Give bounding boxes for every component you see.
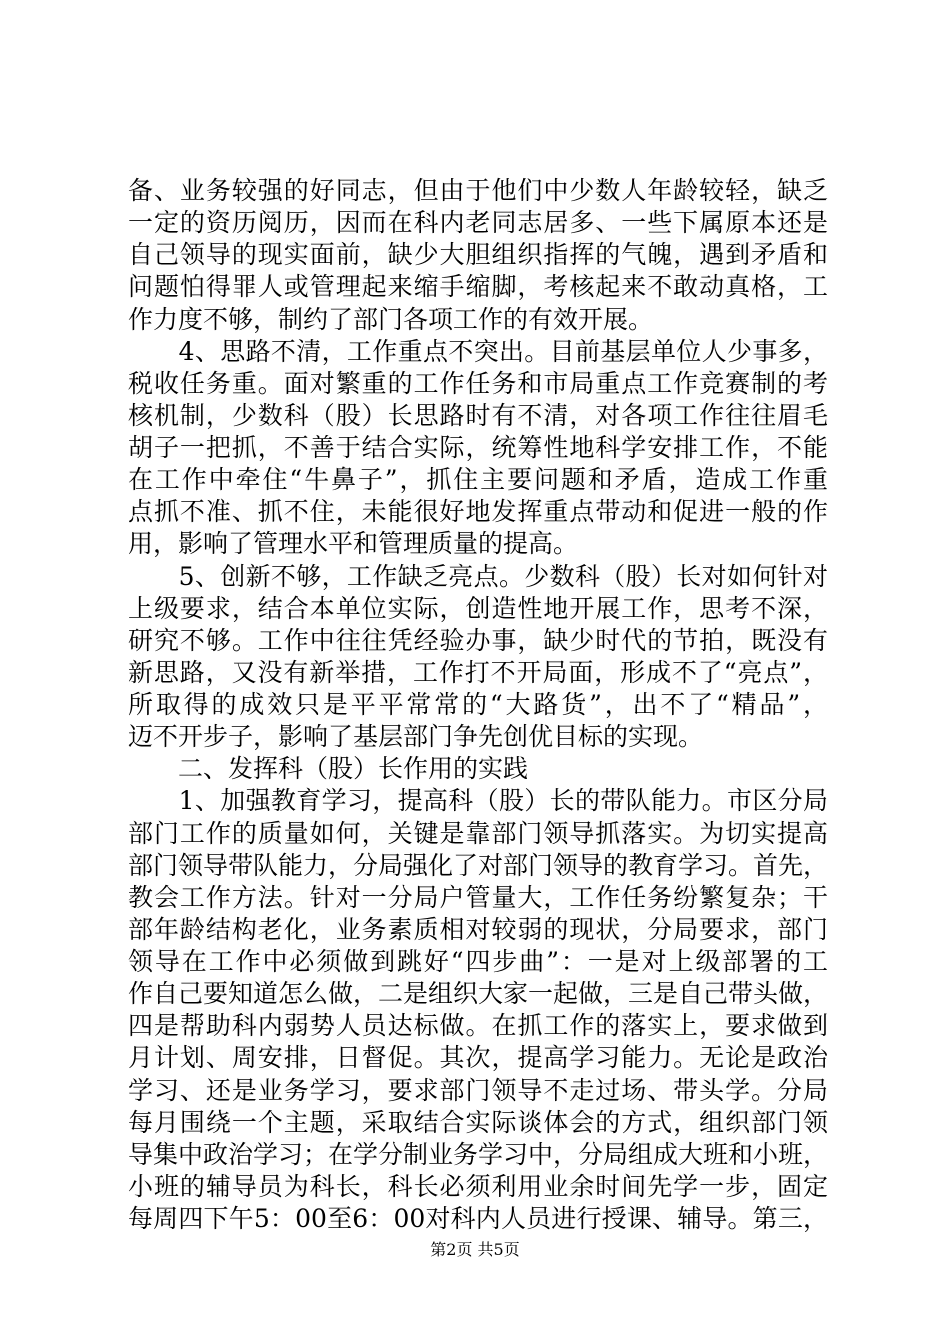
text-line: 自己领导的现实面前，缺少大胆组织指挥的气魄，遇到矛盾和 <box>128 240 828 269</box>
text-line: 胡子一把抓，不善于结合实际，统筹性地科学安排工作，不能 <box>128 433 828 462</box>
text-line: 教会工作方法。针对一分局户管量大，工作任务纷繁复杂；干 <box>128 883 828 912</box>
text-line: 1、加强教育学习，提高科（股）长的带队能力。市区分局 <box>128 786 828 815</box>
text-line: 一定的资历阅历，因而在科内老同志居多、一些下属原本还是 <box>128 208 828 237</box>
text-line: 作力度不够，制约了部门各项工作的有效开展。 <box>128 305 654 334</box>
text-line: 税收任务重。面对繁重的工作任务和市局重点工作竞赛制的考 <box>128 369 828 398</box>
text-line: 导集中政治学习；在学分制业务学习中，分局组成大班和小班， <box>128 1140 829 1169</box>
text-line: 所取得的成效只是平平常常的“大路货”，出不了“精品”， <box>128 690 828 719</box>
text-line: 4、思路不清，工作重点不突出。目前基层单位人少事多， <box>128 337 828 366</box>
text-line: 点抓不准、抓不住，未能很好地发挥重点带动和促进一般的作 <box>128 497 828 526</box>
section-heading: 二、发挥科（股）长作用的实践 <box>128 754 529 783</box>
page-footer: 第2页 共5页 <box>430 1240 520 1259</box>
text-line: 用，影响了管理水平和管理质量的提高。 <box>128 529 579 558</box>
text-line: 迈不开步子，影响了基层部门争先创优目标的实现。 <box>128 722 704 751</box>
text-line: 部门领导带队能力，分局强化了对部门领导的教育学习。首先， <box>128 851 829 880</box>
text-line: 领导在工作中必须做到跳好“四步曲”：一是对上级部署的工 <box>128 947 828 976</box>
text-line: 备、业务较强的好同志，但由于他们中少数人年龄较轻，缺乏 <box>128 176 828 205</box>
text-line: 上级要求，结合本单位实际，创造性地开展工作，思考不深， <box>128 594 828 623</box>
text-line: 部年龄结构老化，业务素质相对较弱的现状，分局要求，部门 <box>128 915 828 944</box>
text-line: 每月围绕一个主题，采取结合实际谈体会的方式，组织部门领 <box>128 1108 828 1137</box>
text-line: 问题怕得罪人或管理起来缩手缩脚，考核起来不敢动真格，工 <box>128 272 828 301</box>
text-line: 部门工作的质量如何，关键是靠部门领导抓落实。为切实提高 <box>128 819 828 848</box>
text-line: 月计划、周安排，日督促。其次，提高学习能力。无论是政治 <box>128 1043 828 1072</box>
text-line: 学习、还是业务学习，要求部门领导不走过场、带头学。分局 <box>128 1076 828 1105</box>
text-line: 四是帮助科内弱势人员达标做。在抓工作的落实上，要求做到 <box>128 1011 828 1040</box>
text-line: 研究不够。工作中往往凭经验办事，缺少时代的节拍，既没有 <box>128 626 828 655</box>
text-line: 核机制，少数科（股）长思路时有不清，对各项工作往往眉毛 <box>128 401 828 430</box>
text-line: 小班的辅导员为科长，科长必须利用业余时间先学一步，固定 <box>128 1172 828 1201</box>
text-line: 5、创新不够，工作缺乏亮点。少数科（股）长对如何针对 <box>128 562 828 591</box>
text-line: 每周四下午5：00至6：00对科内人员进行授课、辅导。第三， <box>128 1204 828 1233</box>
text-line: 在工作中牵住“牛鼻子”，抓住主要问题和矛盾，造成工作重 <box>128 465 828 494</box>
text-line: 新思路，又没有新举措，工作打不开局面，形成不了“亮点”， <box>128 658 828 687</box>
text-line: 作自己要知道怎么做，二是组织大家一起做，三是自己带头做， <box>128 979 829 1008</box>
